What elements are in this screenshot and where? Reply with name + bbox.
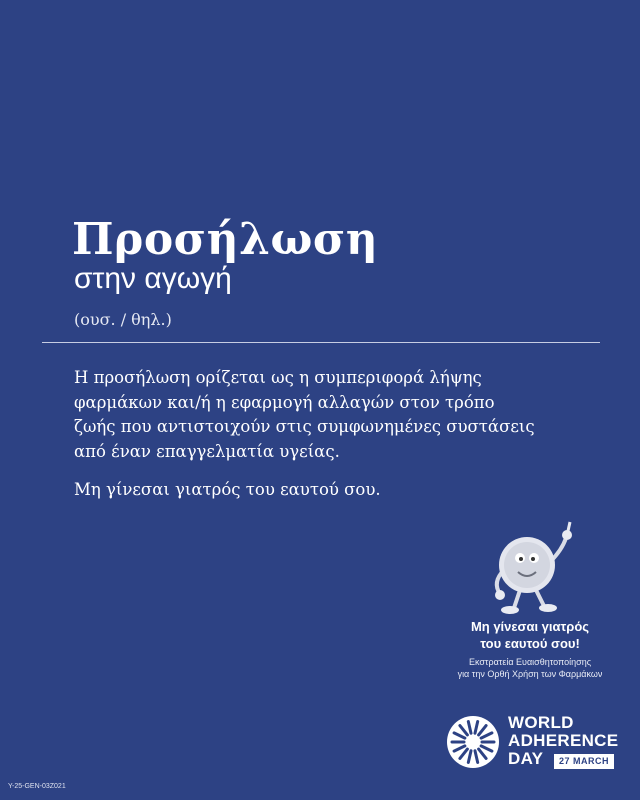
logo-line: ADHERENCE bbox=[508, 731, 619, 750]
campaign-slogan bbox=[450, 618, 610, 652]
definition-line: Η προσήλωση ορίζεται ως η συμπεριφορά λήψης bbox=[74, 368, 482, 387]
document-code: Y-25-GEN-03Z021 bbox=[8, 783, 66, 790]
campaign-desc-line: Εκστρατεία Ευαισθητοποίησης bbox=[468, 657, 592, 667]
definition-slogan: Μη γίνεσαι γιατρός του εαυτού σου. bbox=[74, 480, 381, 499]
pill-mascot-icon bbox=[470, 520, 590, 620]
divider bbox=[42, 342, 600, 343]
definition-line: φαρμάκων και/ή η εφαρμογή αλλαγών στον τρόπο bbox=[74, 392, 495, 412]
world-adherence-day-logo bbox=[508, 714, 618, 769]
sunburst-logo-icon bbox=[446, 715, 500, 769]
page-title: Προσήλωση bbox=[72, 214, 379, 265]
definition-text bbox=[74, 366, 544, 464]
campaign-description bbox=[440, 656, 620, 680]
page-subtitle: στην αγωγή bbox=[74, 262, 232, 295]
logo-date-badge: 27 MARCH bbox=[554, 754, 614, 769]
part-of-speech: (ουσ. / θηλ.) bbox=[74, 310, 172, 329]
logo-line: WORLD bbox=[508, 713, 574, 732]
logo-line: DAY bbox=[508, 749, 543, 768]
campaign-slogan-line: Μη γίνεσαι γιατρός bbox=[470, 619, 590, 634]
campaign-desc-line: για την Ορθή Χρήση των Φαρμάκων bbox=[457, 669, 603, 679]
definition-line: ζωής που αντιστοιχούν στις συμφωνημένες συστάσεις bbox=[74, 417, 535, 436]
campaign-slogan-line: του εαυτού σου! bbox=[480, 636, 580, 651]
definition-line: από έναν επαγγελματία υγείας. bbox=[74, 441, 340, 461]
logo-day-row bbox=[508, 750, 618, 769]
